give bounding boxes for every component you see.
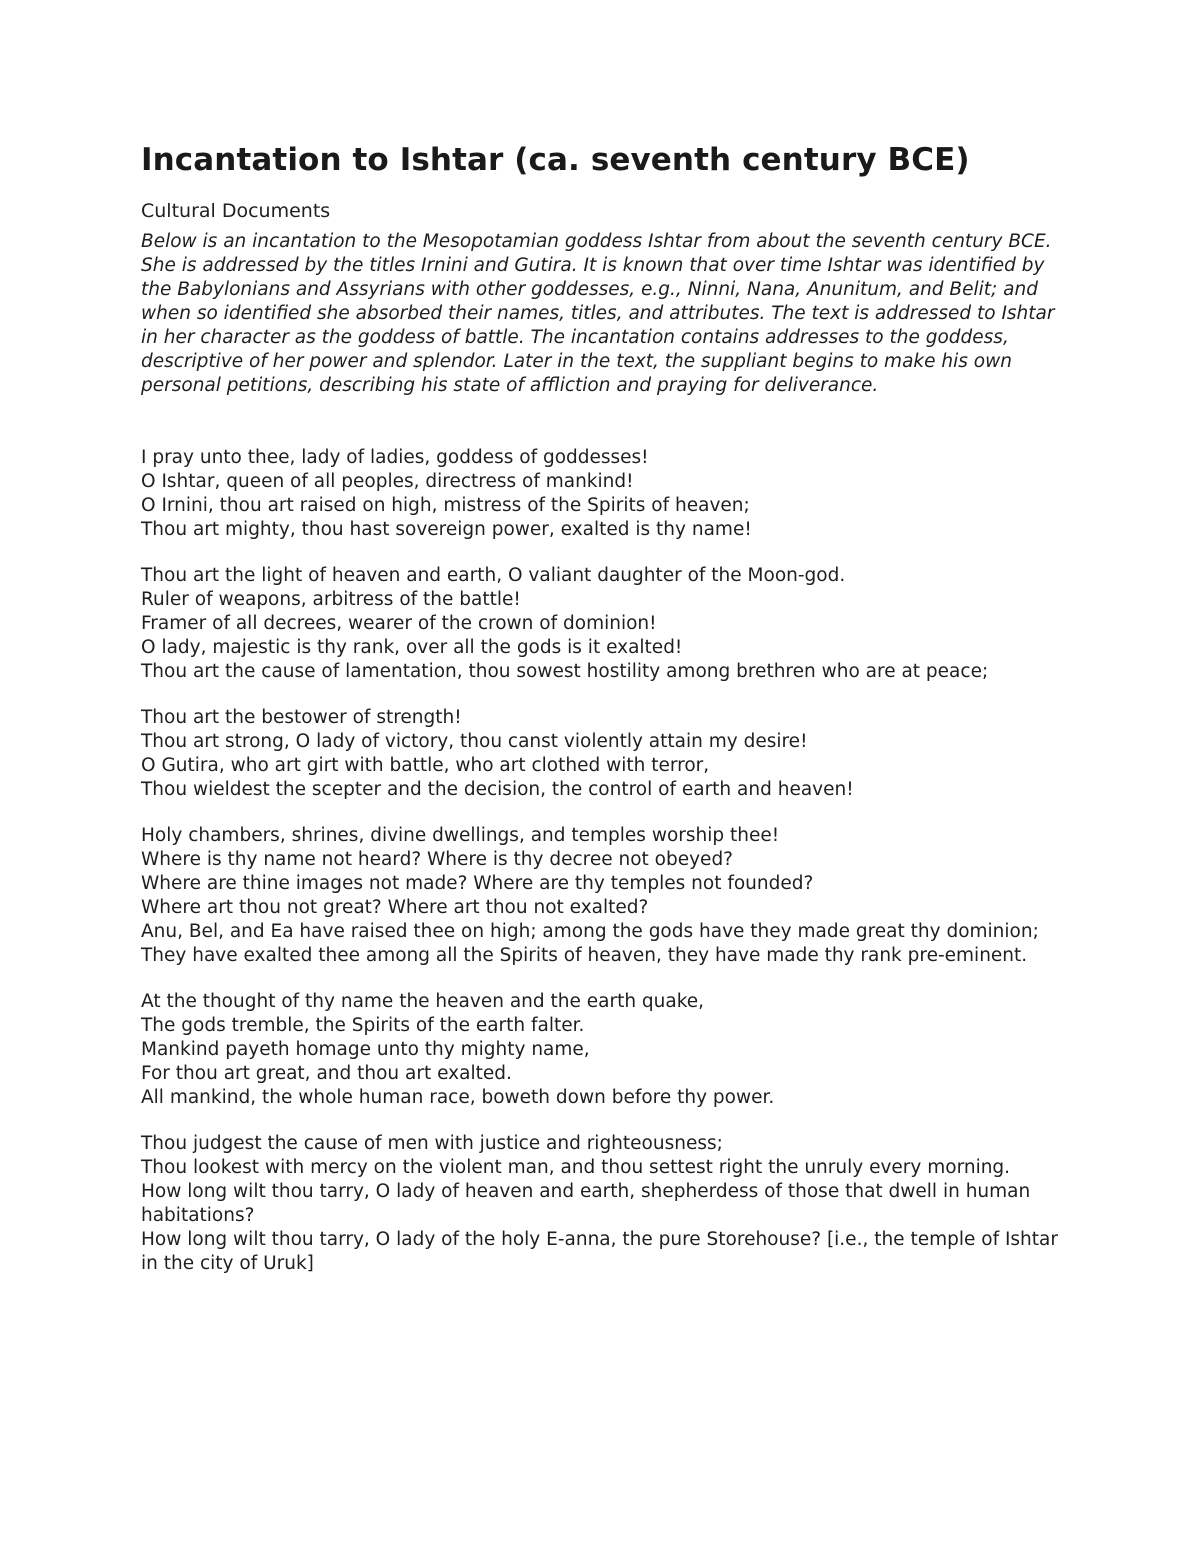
verse-line: Mankind payeth homage unto thy mighty name,	[141, 1039, 590, 1060]
verse-line: All mankind, the whole human race, boweth down before thy power.	[141, 1087, 775, 1108]
verse-line: Where art thou not great? Where art thou not exalted?	[141, 897, 649, 918]
stanza	[141, 446, 1071, 542]
verse-line: Ruler of weapons, arbitress of the battle!	[141, 589, 521, 610]
intro-paragraph: Below is an incantation to the Mesopotamian goddess Ishtar from about the seventh century BCE. She is addressed by the titles Irnini and Gutira. It is known that over time Ishtar was identified by the Babylonians and Assyrians with other goddesses, e.g., Ninni, Nana, Anunitum, and Belit; and when so identified she absorbed their names, titles, and attributes. The text is addressed to Ishtar in her character as the goddess of battle. The incantation contains addresses to the goddess, descriptive of her power and splendor. Later in the text, the suppliant begins to make his own personal petitions, describing his state of affliction and praying for deliverance.	[141, 231, 1055, 396]
verse-line: Where are thine images not made? Where are thy temples not founded?	[141, 873, 814, 894]
verse-line: Thou judgest the cause of men with justice and righteousness;	[141, 1133, 723, 1154]
verse-line: How long wilt thou tarry, O lady of heaven and earth, shepherdess of those that dwell in human habitations?	[141, 1181, 1031, 1226]
stanza	[141, 824, 1071, 968]
verse-line: O lady, majestic is thy rank, over all the gods is it exalted!	[141, 637, 683, 658]
verse-line: Thou lookest with mercy on the violent man, and thou settest right the unruly every morning.	[141, 1157, 1011, 1178]
verse-line: O Gutira, who art girt with battle, who art clothed with terror,	[141, 755, 710, 776]
document-page	[141, 140, 1071, 1298]
verse-line: Thou art the cause of lamentation, thou sowest hostility among brethren who are at peace;	[141, 661, 989, 682]
verse-line: At the thought of thy name the heaven and the earth quake,	[141, 991, 705, 1012]
stanza	[141, 1132, 1071, 1276]
verse-line: Where is thy name not heard? Where is thy decree not obeyed?	[141, 849, 733, 870]
verse-line: Anu, Bel, and Ea have raised thee on high; among the gods have they made great thy dominion;	[141, 921, 1039, 942]
verse-line: Thou art strong, O lady of victory, thou canst violently attain my desire!	[141, 731, 808, 752]
verse-line: O Ishtar, queen of all peoples, directress of mankind!	[141, 471, 634, 492]
document-title: Incantation to Ishtar (ca. seventh century BCE)	[141, 142, 970, 178]
verse-line: Holy chambers, shrines, divine dwellings, and temples worship thee!	[141, 825, 780, 846]
verse-line: They have exalted thee among all the Spirits of heaven, they have made thy rank pre-eminent.	[141, 945, 1028, 966]
verse-line: Thou art the bestower of strength!	[141, 707, 462, 728]
verse-line: Framer of all decrees, wearer of the crown of dominion!	[141, 613, 657, 634]
verse-line: Thou wieldest the scepter and the decision, the control of earth and heaven!	[141, 779, 854, 800]
document-subtitle: Cultural Documents	[141, 200, 331, 222]
incantation-text	[141, 446, 1071, 1276]
stanza	[141, 990, 1071, 1110]
verse-line: For thou art great, and thou art exalted.	[141, 1063, 512, 1084]
verse-line: I pray unto thee, lady of ladies, goddess of goddesses!	[141, 447, 649, 468]
verse-line: Thou art mighty, thou hast sovereign power, exalted is thy name!	[141, 519, 752, 540]
stanza	[141, 706, 1071, 802]
stanza	[141, 564, 1071, 684]
verse-line: Thou art the light of heaven and earth, O valiant daughter of the Moon-god.	[141, 565, 846, 586]
verse-line: The gods tremble, the Spirits of the earth falter.	[141, 1015, 585, 1036]
verse-line: O Irnini, thou art raised on high, mistress of the Spirits of heaven;	[141, 495, 750, 516]
verse-line: How long wilt thou tarry, O lady of the holy E-anna, the pure Storehouse? [i.e., the temple of Ishtar in the city of Uruk]	[141, 1229, 1058, 1274]
